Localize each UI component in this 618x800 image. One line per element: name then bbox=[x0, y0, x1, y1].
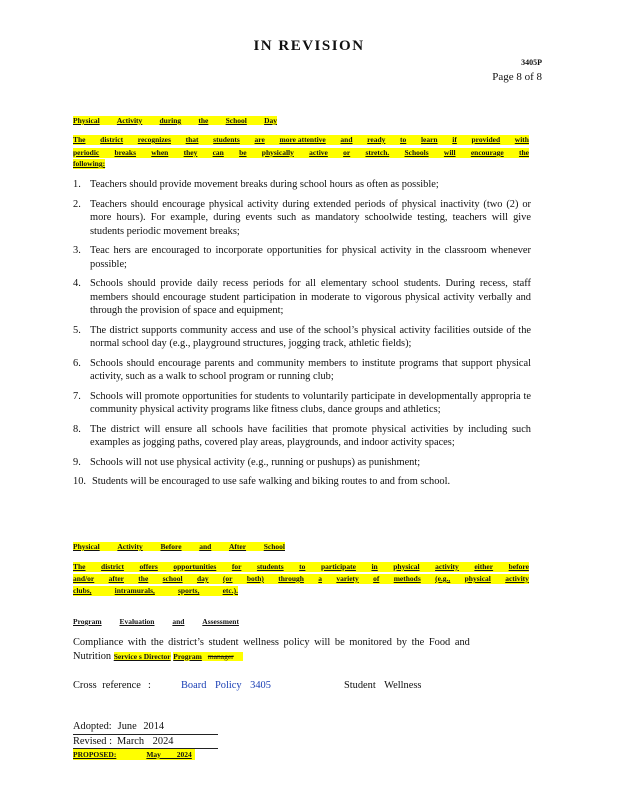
board-policy-link[interactable]: Board Policy 3405 bbox=[181, 680, 271, 691]
intro-word: physically bbox=[261, 148, 294, 157]
list-item-number: 6. bbox=[73, 357, 81, 369]
revised-date: March 2024 bbox=[116, 735, 174, 747]
list-item bbox=[73, 357, 531, 384]
list-item bbox=[73, 423, 531, 450]
intro-word: the bbox=[518, 148, 529, 157]
body-word: etc.). bbox=[222, 586, 238, 595]
intro-word: they bbox=[183, 148, 198, 157]
policy-code: 3405P bbox=[521, 58, 542, 67]
body-word: methods bbox=[393, 574, 421, 583]
proposed-date: May 2024 bbox=[146, 750, 192, 759]
adoption-history bbox=[73, 720, 218, 760]
intro-word: and bbox=[340, 135, 353, 144]
adopted-row: Adopted: June 2014 bbox=[73, 720, 218, 735]
intro-word: with bbox=[514, 135, 529, 144]
body-word: clubs, bbox=[73, 586, 92, 595]
list-item bbox=[73, 390, 531, 417]
intro-word: can bbox=[212, 148, 224, 157]
heading-word: Before bbox=[160, 542, 182, 551]
list-item-number: 2. bbox=[73, 198, 81, 210]
intro-word: to bbox=[400, 135, 407, 144]
body-word: participate bbox=[320, 562, 356, 571]
list-item-number: 1. bbox=[73, 179, 81, 190]
cross-reference-colon: : bbox=[148, 680, 151, 691]
list-item-number: 8. bbox=[73, 423, 81, 435]
intro-word: students bbox=[213, 135, 240, 144]
highlight-program: Program bbox=[173, 652, 208, 661]
intro-word: Schools bbox=[404, 148, 429, 157]
list-item bbox=[73, 475, 531, 489]
heading-word: Physical bbox=[73, 542, 100, 551]
list-item bbox=[73, 244, 531, 271]
body-word: both) bbox=[246, 574, 264, 583]
heading-word: Evaluation bbox=[119, 617, 155, 626]
section-body-before-after-school bbox=[73, 562, 529, 596]
evaluation-line-1: Compliance with the district’s student wellness policy will be monitored by the Food and bbox=[73, 637, 470, 648]
list-item bbox=[73, 198, 531, 239]
intro-word: or bbox=[343, 148, 351, 157]
intro-word: be bbox=[239, 148, 247, 157]
heading-word: and bbox=[172, 617, 185, 626]
body-word: the bbox=[138, 574, 149, 583]
list-item bbox=[73, 277, 531, 318]
heading-word: Activity bbox=[117, 542, 143, 551]
section-heading-during-school-day bbox=[73, 116, 277, 125]
heading-word: Physical bbox=[73, 116, 100, 125]
intro-word: district bbox=[100, 135, 124, 144]
list-item-number: 3. bbox=[73, 245, 81, 256]
list-item-number: 10. bbox=[73, 476, 86, 487]
body-word: in bbox=[371, 562, 378, 571]
intro-word: active bbox=[309, 148, 328, 157]
intro-word: if bbox=[452, 135, 457, 144]
body-word: students bbox=[256, 562, 284, 571]
list-item-text: Schools will promote opportunities for students to voluntarily participate in developmentally appropria te community physical activity programs like fitness clubs, dance groups and athletics; bbox=[90, 390, 531, 415]
body-word: before bbox=[508, 562, 529, 571]
intro-word: recognizes bbox=[137, 135, 171, 144]
intro-word: encourage bbox=[470, 148, 504, 157]
body-word: activity bbox=[505, 574, 529, 583]
heading-word: and bbox=[199, 542, 212, 551]
intro-word: are bbox=[254, 135, 265, 144]
heading-word: Activity bbox=[116, 116, 143, 125]
page-number: Page 8 of 8 bbox=[492, 71, 542, 83]
intro-line-3: following: bbox=[73, 159, 106, 168]
list-item-text: Schools will not use physical activity (e.g., running or pushups) as punishment; bbox=[90, 456, 421, 468]
heading-word: the bbox=[198, 116, 209, 125]
intro-word: periodic bbox=[73, 148, 100, 157]
physical-activity-list bbox=[73, 178, 531, 495]
evaluation-line-2: Nutrition Service s Director Program manager bbox=[73, 650, 529, 664]
body-word: school bbox=[162, 574, 183, 583]
heading-word: Day bbox=[264, 116, 277, 125]
intro-word: The bbox=[73, 135, 86, 144]
revised-row: Revised : March 2024 bbox=[73, 735, 218, 750]
body-word: a bbox=[318, 574, 322, 583]
list-item-number: 5. bbox=[73, 324, 81, 336]
document-title: IN REVISION bbox=[253, 38, 365, 54]
list-item-text: Teachers should encourage physical activity during extended periods of physical inactivity (two (2) or more hours). For example, during events such as mandatory schoolwide testing, teachers will give students periodic movement breaks; bbox=[90, 198, 531, 237]
list-item-text: Schools should encourage parents and community members to institute programs that support physical activity, such as a walk to school program or running club; bbox=[90, 357, 531, 382]
heading-word: during bbox=[159, 116, 182, 125]
body-word: day bbox=[196, 574, 209, 583]
intro-word: when bbox=[151, 148, 169, 157]
body-word: to bbox=[299, 562, 306, 571]
body-word: and/or bbox=[73, 574, 95, 583]
before-after-line-1 bbox=[73, 562, 529, 572]
heading-word: School bbox=[263, 542, 285, 551]
body-word: opportunities bbox=[173, 562, 217, 571]
intro-word: more attentive bbox=[279, 135, 326, 144]
body-word: physical bbox=[393, 562, 420, 571]
cross-reference-subject: Student Wellness bbox=[344, 680, 422, 691]
list-item-text: The district will ensure all schools have facilities that promote physical activities by including such examples as jogging paths, covered play areas, playgrounds, and indoor activity spaces; bbox=[90, 423, 531, 448]
body-word: offers bbox=[139, 562, 158, 571]
list-item bbox=[73, 456, 531, 470]
intro-word: that bbox=[185, 135, 199, 144]
struck-manager: manager bbox=[207, 651, 234, 661]
intro-word: learn bbox=[420, 135, 438, 144]
heading-word: School bbox=[225, 116, 247, 125]
list-item-text: The district supports community access and use of the school’s physical activity facilities outside of the normal school day (e.g., playground structures, jogging track, athletic fields); bbox=[90, 324, 531, 349]
body-word: through bbox=[278, 574, 304, 583]
heading-word: Assessment bbox=[202, 617, 239, 626]
list-item-text: Students will be encouraged to use safe walking and biking routes to and from school. bbox=[92, 476, 451, 487]
heading-word: After bbox=[228, 542, 247, 551]
body-word: variety bbox=[336, 574, 359, 583]
list-item-text: Teac hers are encouraged to incorporate opportunities for physical activity in the classroom whenever possible; bbox=[90, 245, 531, 270]
before-after-line-2 bbox=[73, 574, 529, 584]
proposed-row: PROPOSED: May 2024 bbox=[73, 749, 195, 760]
intro-word: will bbox=[443, 148, 456, 157]
list-item-number: 9. bbox=[73, 456, 81, 468]
body-word: (e.g., bbox=[435, 574, 451, 583]
highlight-services-director: Service s Director bbox=[113, 651, 171, 661]
cross-reference-label: Cross reference bbox=[73, 680, 141, 691]
section-heading-before-after-school bbox=[73, 542, 285, 551]
body-word: physical bbox=[464, 574, 491, 583]
body-word: district bbox=[101, 562, 124, 571]
body-word: for bbox=[231, 562, 242, 571]
intro-word: stretch. bbox=[365, 148, 390, 157]
heading-word: Program bbox=[73, 617, 102, 626]
before-after-line-3 bbox=[73, 586, 238, 596]
intro-word: ready bbox=[367, 135, 386, 144]
cross-reference bbox=[73, 679, 533, 693]
body-word: The bbox=[73, 562, 86, 571]
intro-line-2 bbox=[73, 148, 529, 158]
body-word: intramurals, bbox=[114, 586, 155, 595]
body-word: (or bbox=[222, 574, 233, 583]
body-word: either bbox=[474, 562, 494, 571]
body-word: after bbox=[108, 574, 124, 583]
body-word: of bbox=[373, 574, 380, 583]
list-item-text: Schools should provide daily recess periods for all elementary school students. During recess, staff members should encourage student participation in moderate to vigorous physical activity verbally and through the provision of space and equipment; bbox=[90, 278, 531, 316]
body-word: sports, bbox=[178, 586, 200, 595]
list-item bbox=[73, 324, 531, 351]
list-item-number: 4. bbox=[73, 278, 81, 289]
list-item bbox=[73, 178, 531, 192]
section-intro-during-school-day bbox=[73, 135, 529, 169]
body-word: activity bbox=[435, 562, 459, 571]
program-evaluation-body bbox=[73, 636, 529, 663]
intro-word: breaks bbox=[114, 148, 137, 157]
section-heading-program-evaluation bbox=[73, 617, 239, 626]
list-item-text: Teachers should provide movement breaks during school hours as often as possible; bbox=[90, 179, 439, 190]
intro-word: provided bbox=[471, 135, 501, 144]
list-item-number: 7. bbox=[73, 390, 81, 402]
intro-line-1 bbox=[73, 135, 529, 145]
adopted-date: June 2014 bbox=[117, 721, 165, 732]
